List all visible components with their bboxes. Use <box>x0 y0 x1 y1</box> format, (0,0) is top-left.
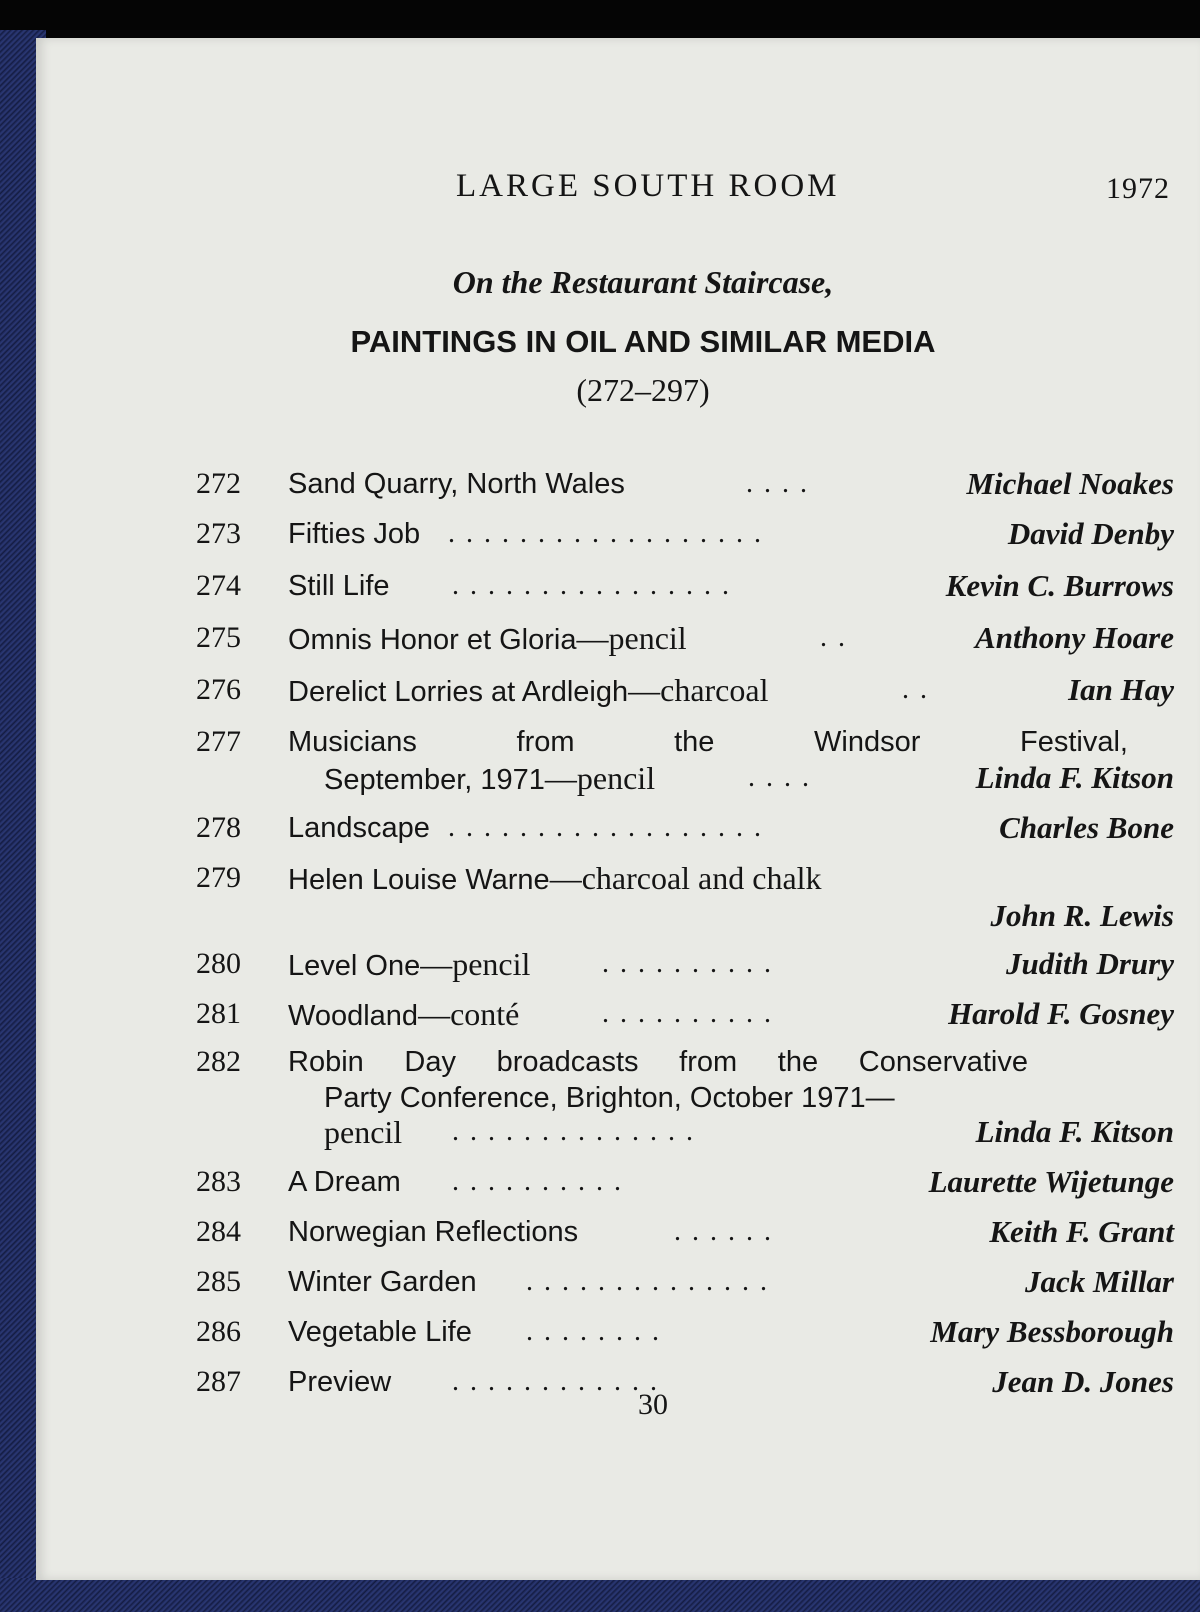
entry-artist: Michael Noakes <box>966 466 1174 501</box>
entry-number: 286 <box>196 1315 241 1348</box>
entry-artist: Charles Bone <box>999 810 1174 845</box>
entry-number: 285 <box>196 1265 241 1298</box>
entry-title: Still Life <box>288 570 390 602</box>
top-shadow <box>0 0 1200 40</box>
entry-title-continuation: pencil <box>324 1114 403 1150</box>
leader-dots: . . <box>902 674 929 705</box>
entry-number: 280 <box>196 947 241 980</box>
page-header-year: 1972 <box>1106 172 1170 205</box>
location-subtitle: On the Restaurant Staircase, <box>452 264 834 300</box>
entry-title: Musicians from the Windsor Festival, <box>288 726 1128 758</box>
entry-title: Preview <box>288 1366 392 1398</box>
entry-title: Landscape <box>288 812 430 844</box>
entry-artist: Mary Bessborough <box>930 1314 1174 1349</box>
book-binding-bottom <box>0 1578 1200 1612</box>
leader-dots: . . . . . . . . <box>526 1316 661 1347</box>
leader-dots: . . . . <box>748 762 811 793</box>
entry-number: 287 <box>196 1365 241 1398</box>
entry-title: Derelict Lorries at Ardleigh—charcoal <box>288 672 769 708</box>
entry-number: 283 <box>196 1165 241 1198</box>
entry-artist: Harold F. Gosney <box>948 996 1174 1031</box>
entry-title-continuation: Party Conference, Brighton, October 1971— <box>324 1082 895 1114</box>
entry-artist: Kevin C. Burrows <box>945 568 1174 603</box>
entry-artist: Linda F. Kitson <box>975 760 1174 795</box>
catalogue-page <box>36 38 1200 1580</box>
entry-list <box>36 38 1200 1580</box>
entry-artist: Jean D. Jones <box>992 1364 1174 1399</box>
entry-title: A Dream <box>288 1166 401 1198</box>
entry-artist: Ian Hay <box>1068 672 1174 707</box>
entry-artist: Laurette Wijetunge <box>928 1164 1174 1199</box>
entry-artist: Jack Millar <box>1025 1264 1174 1299</box>
entry-title: Level One—pencil <box>288 946 531 982</box>
leader-dots: . . . . . . . . . . . . . . . . <box>452 570 731 601</box>
catalogue-range: (272–297) <box>576 372 710 408</box>
entry-artist: John R. Lewis <box>990 898 1174 933</box>
entry-title: Winter Garden <box>288 1266 477 1298</box>
entry-artist: David Denby <box>1007 516 1174 551</box>
entry-title: Omnis Honor et Gloria—pencil <box>288 620 687 656</box>
entry-number: 278 <box>196 811 241 844</box>
entry-title: Sand Quarry, North Wales <box>288 468 625 500</box>
leader-dots: . . . . . . . . . . <box>602 998 773 1029</box>
entry-number: 279 <box>196 861 241 894</box>
entry-artist: Keith F. Grant <box>989 1214 1174 1249</box>
leader-dots: . . <box>820 622 847 653</box>
leader-dots: . . . . . . <box>674 1216 773 1247</box>
entry-title: Norwegian Reflections <box>288 1216 579 1248</box>
entry-title: Woodland—conté <box>288 996 520 1032</box>
section-title: PAINTINGS IN OIL AND SIMILAR MEDIA <box>350 324 936 359</box>
leader-dots: . . . . . . . . . . . . . . <box>452 1116 695 1147</box>
leader-dots: . . . . . . . . . . <box>452 1166 623 1197</box>
entry-title-continuation: September, 1971—pencil <box>324 760 656 796</box>
entry-number: 274 <box>196 569 241 602</box>
leader-dots: . . . . . . . . . . . . . . . . . . <box>448 518 763 549</box>
entry-number: 282 <box>196 1045 241 1078</box>
entry-number: 273 <box>196 517 241 550</box>
entry-number: 284 <box>196 1215 241 1248</box>
leader-dots: . . . . . . . . . . . . . . . . . . <box>448 812 763 843</box>
leader-dots: . . . . <box>746 468 809 499</box>
entry-number: 275 <box>196 621 241 654</box>
entry-title: Fifties Job <box>288 518 421 550</box>
entry-number: 272 <box>196 467 241 500</box>
entry-number: 276 <box>196 673 241 706</box>
leader-dots: . . . . . . . . . . . . <box>452 1366 659 1397</box>
entry-title: Helen Louise Warne—charcoal and chalk <box>288 860 822 896</box>
entry-number: 277 <box>196 725 241 758</box>
leader-dots: . . . . . . . . . . . . . . <box>526 1266 769 1297</box>
page-header-title: LARGE SOUTH ROOM <box>456 168 840 204</box>
entry-artist: Linda F. Kitson <box>975 1114 1174 1149</box>
entry-title: Robin Day broadcasts from the Conservative <box>288 1046 1028 1078</box>
leader-dots: . . . . . . . . . . <box>602 948 773 979</box>
entry-artist: Anthony Hoare <box>975 620 1174 655</box>
entry-title: Vegetable Life <box>288 1316 472 1348</box>
entry-number: 281 <box>196 997 241 1030</box>
page-number: 30 <box>638 1388 668 1421</box>
entry-artist: Judith Drury <box>1006 946 1174 981</box>
